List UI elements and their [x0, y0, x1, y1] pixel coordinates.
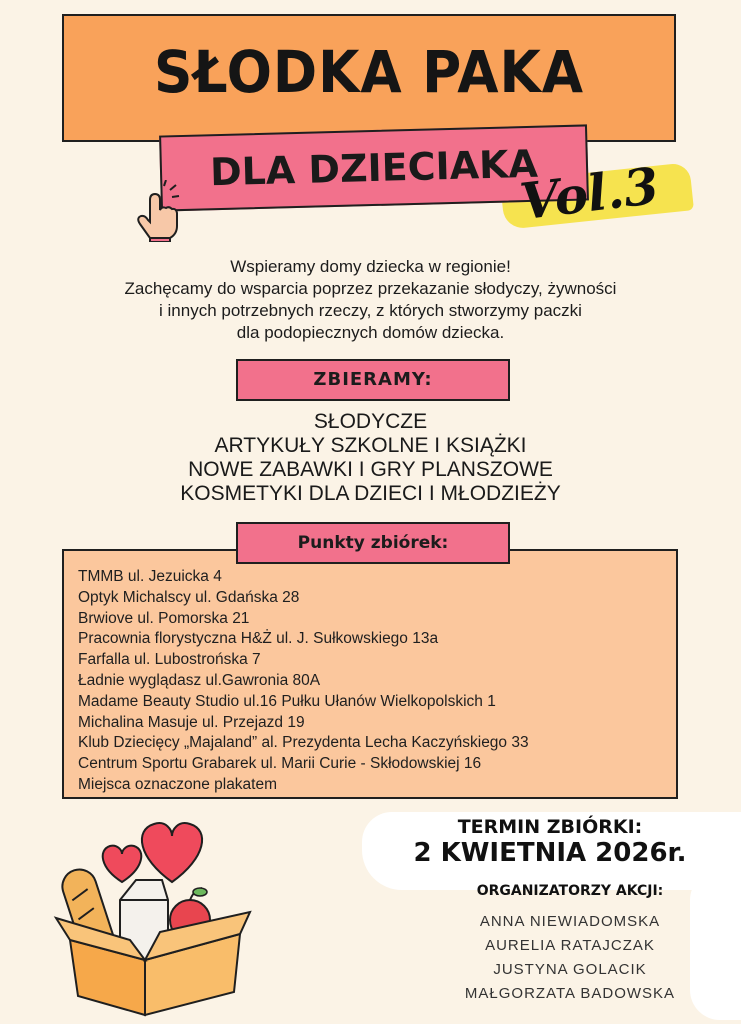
pointing-hand-icon — [128, 180, 190, 242]
small-heart-icon — [103, 846, 142, 882]
deadline-label: TERMIN ZBIÓRKI: — [457, 816, 643, 838]
intro-line: dla podopiecznych domów dziecka. — [236, 323, 505, 342]
collection-points-box — [62, 549, 678, 799]
collection-point: TMMB ul. Jezuicka 4 — [78, 568, 222, 585]
collection-point: Ładnie wyglądasz ul.Gawronia 80A — [78, 671, 321, 689]
collection-point: Miejsca oznaczone plakatem — [78, 775, 278, 793]
poster-subtitle: DLA DZIECIAKA — [209, 141, 539, 195]
large-heart-icon — [142, 823, 202, 882]
collect-item: NOWE ZABAWKI I GRY PLANSZOWE — [188, 458, 553, 481]
poster-title: SŁODKA PAKA — [154, 38, 584, 106]
volume-label: Vol.3 — [516, 155, 662, 232]
collection-point: Klub Dziecięcy „Majaland” al. Prezydenta Lecha Kaczyńskiego 33 — [78, 734, 529, 752]
collect-list — [0, 410, 741, 506]
collect-heading: ZBIERAMY: — [236, 359, 510, 401]
organizer-name: AURELIA RATAJCZAK — [485, 937, 655, 954]
collection-point: Optyk Michalscy ul. Gdańska 28 — [78, 588, 300, 606]
collection-point: Pracownia florystyczna H&Ż ul. J. Sułkowskiego 13a — [78, 630, 439, 648]
collection-point: Madame Beauty Studio ul.16 Pułku Ułanów Wielkopolskich 1 — [78, 692, 496, 710]
collection-points-heading: Punkty zbiórek: — [236, 522, 510, 564]
deadline-date: 2 KWIETNIA 2026r. — [413, 838, 687, 868]
intro-line: Zachęcamy do wsparcia poprzez przekazanie słodyczy, żywności — [124, 279, 617, 298]
collect-item: ARTYKUŁY SZKOLNE I KSIĄŻKI — [214, 434, 527, 457]
food-box-illustration — [50, 800, 260, 1020]
organizer-name: ANNA NIEWIADOMSKA — [479, 913, 661, 930]
collection-point: Farfalla ul. Lubostrońska 7 — [78, 651, 261, 669]
collect-item: SŁODYCZE — [313, 410, 428, 433]
collection-point: Centrum Sportu Grabarek ul. Marii Curie - Skłodowskiej 16 — [78, 755, 482, 773]
collection-points-list — [78, 567, 529, 796]
organizer-name: MAŁGORZATA BADOWSKA — [464, 985, 676, 1002]
organizers-heading: ORGANIZATORZY AKCJI: — [476, 883, 664, 899]
title-banner — [62, 14, 676, 142]
collect-item: KOSMETYKI DLA DZIECI I MŁODZIEŻY — [180, 482, 561, 505]
intro-line: Wspieramy domy dziecka w regionie! — [230, 257, 511, 276]
organizers-list — [420, 910, 720, 1006]
organizer-name: JUSTYNA GOLACIK — [493, 961, 647, 978]
intro-line: i innych potrzebnych rzeczy, z których stworzymy paczki — [159, 301, 582, 320]
collection-point: Brwiove ul. Pomorska 21 — [78, 609, 250, 627]
collection-point: Michalina Masuje ul. Przejazd 19 — [78, 713, 305, 731]
intro-text — [60, 256, 681, 344]
